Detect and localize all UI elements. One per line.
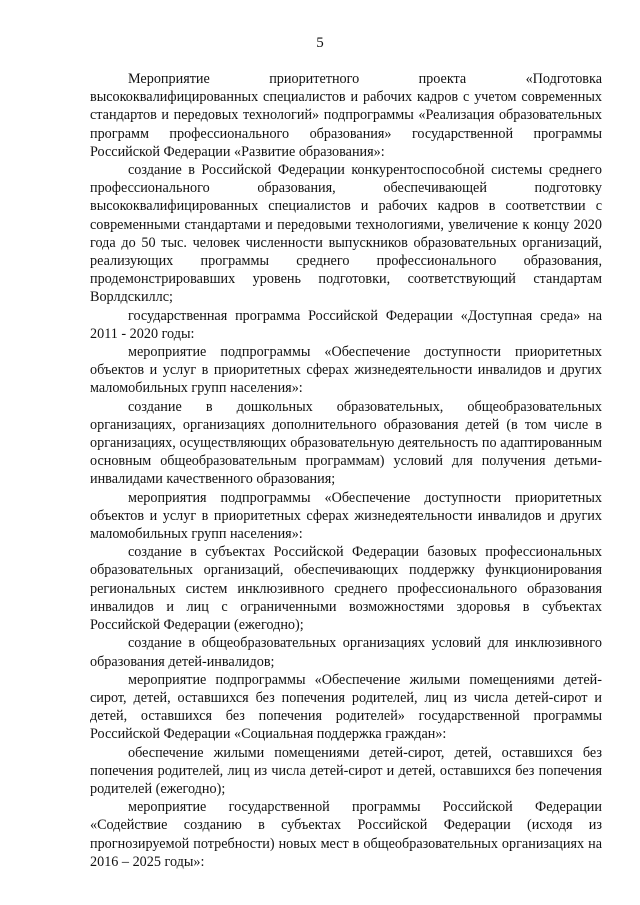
paragraph-4: мероприятие подпрограммы «Обеспечение доступности приоритетных объектов и услуг в приоритетных сферах жизнедеятельности инвалидов и других маломобильных групп населения»: — [90, 344, 602, 397]
page-number: 5 — [316, 35, 324, 51]
paragraph-6: мероприятия подпрограммы «Обеспечение доступности приоритетных объектов и услуг в приоритетных сферах жизнедеятельности инвалидов и других маломобильных групп населения»: — [90, 489, 602, 543]
paragraph-11: мероприятие государственной программы Российской Федерации «Содействие созданию в субъектах Российской Федерации (исходя из прогнозируемой потребности) новых мест в общеобразовательных организациях на 2016 – 2025 годы»: — [90, 799, 602, 870]
paragraph-1: Мероприятие приоритетного проекта «Подготовка высококвалифицированных специалистов и рабочих кадров с учетом современных стандартов и передовых технологий» подпрограммы «Реализация образовательных программ профессионального образования» государственной программы Российской Федерации «Развитие образования»: — [90, 71, 602, 160]
paragraph-7: создание в субъектах Российской Федерации базовых профессиональных образовательных организаций, обеспечивающих поддержку функционирования региональных систем инклюзивного среднего профессионального образования инвалидов и лиц с ограниченными возможностями здоровья в субъектах Российской Федерации (ежегодно); — [90, 544, 602, 634]
paragraph-8: создание в общеобразовательных организациях условий для инклюзивного образования детей-инвалидов; — [90, 635, 602, 670]
paragraph-10: обеспечение жилыми помещениями детей-сирот, детей, оставшихся без попечения родителей, лиц из числа детей-сирот и детей, оставшихся без попечения родителей (ежегодно); — [90, 744, 602, 797]
document-body — [90, 70, 602, 871]
paragraph-5: создание в дошкольных образовательных, общеобразовательных организациях, организациях дополнительного образования детей (в том числе в организациях, осуществляющих образовательную деятельность по адаптированным основным общеобразовательным программам) условий для получения детьми-инвалидами качественного образования; — [90, 398, 602, 488]
paragraph-3: государственная программа Российской Федерации «Доступная среда» на 2011 - 2020 годы: — [90, 307, 602, 342]
paragraph-2: создание в Российской Федерации конкурентоспособной системы среднего профессионального образования, обеспечивающей подготовку высококвалифицированных специалистов и рабочих кадров в соответствии с современными стандартами и передовыми технологиями, увеличение к концу 2020 года до 50 тыс. человек численности выпускников образовательных организаций, реализующих программы среднего профессионального образования, продемонстрировавших уровень подготовки, соответствующий стандартам Ворлдскиллс; — [90, 162, 602, 306]
paragraph-9: мероприятие подпрограммы «Обеспечение жилыми помещениями детей-сирот, детей, оставшихся без попечения родителей, лиц из числа детей-сирот и детей, оставшихся без попечения родителей» государственной программы Российской Федерации «Социальная поддержка граждан»: — [90, 671, 602, 743]
